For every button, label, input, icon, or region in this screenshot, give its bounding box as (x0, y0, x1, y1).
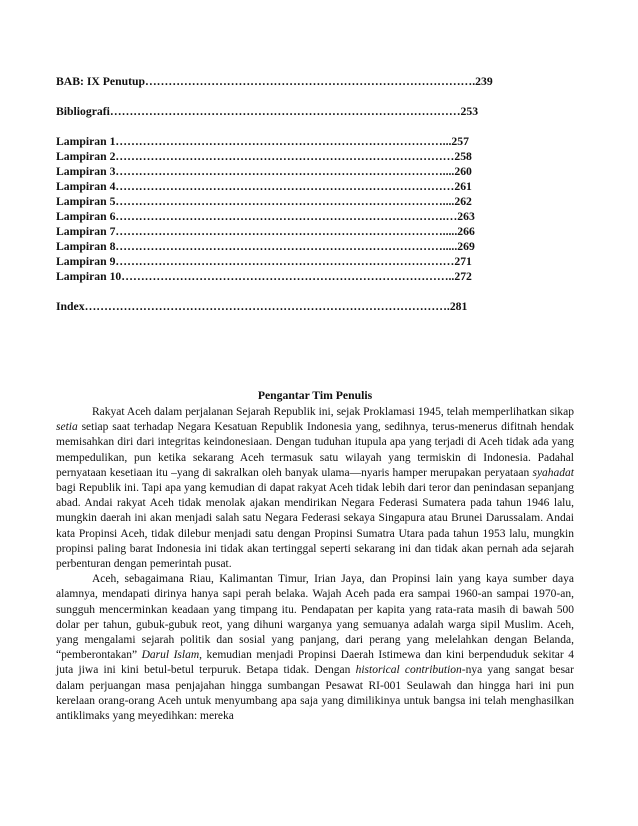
section-title: Pengantar Tim Penulis (257, 389, 373, 402)
italic-term: Darul Islam (141, 649, 200, 662)
toc-entry-lampiran-9: Lampiran 9……………………………………………………………………………271 (56, 255, 472, 268)
toc-entry-lampiran-5: Lampiran 5…………………………………………………………………………....262 (56, 195, 472, 208)
text-run: -nya yang sangat besar dalam perjuangan masa penjajahan hingga sumbangan Pesawat RI-001 Seulawah dan hingga hari ini pun kerelaan orang-orang Aceh untuk menyumbang apa saja yang dimilikinya untuk bangsa ini telah menghasilkan antiklimaks yang meyedihkan: mereka (56, 664, 574, 723)
table-of-contents (56, 74, 576, 314)
toc-entry-lampiran-4: Lampiran 4……………………………………………………………………………261 (56, 180, 472, 193)
toc-entry-lampiran-8: Lampiran 8………………………………………………………………………….....269 (56, 240, 475, 253)
text-run: Rakyat Aceh dalam perjalanan Sejarah Republik ini, sejak Proklamasi 1945, telah memperlihatkan sikap (92, 406, 574, 418)
text-run: bagi Republik ini. Tapi apa yang kemudian di dapat rakyat Aceh tidak lebih dari teror dan penindasan sepanjang abad. Andai rakyat Aceh tidak menolak ajakan mendirikan Negara Federasi Sumatera pada tahun 1946 lalu, mungkin daerah ini akan menjadi salah satu Negara Federasi sekaya Singapura atau Brunei Darussalam. Andai kata Propinsi Aceh, tidak dilebur menjadi satu dengan Propinsi Sumatra Utara pada tahun 1953 lalu, mungkin propinsi paling barat Indonesia ini tidak akan tertinggal seperti sekarang ini dan tidak akan pernah ada sejarah perbenturan dengan pemerintah pusat. (56, 482, 574, 571)
toc-entry-lampiran-7: Lampiran 7………………………………………………………………………….....266 (56, 225, 475, 238)
toc-entry-bibliografi: Bibliografi………………………………………………………………………………253 (56, 105, 479, 118)
toc-entry-index: Index………………………………………………………………………………….281 (56, 300, 468, 313)
toc-entry-lampiran-2: Lampiran 2……………………………………………………………………………258 (56, 150, 472, 163)
text-run: Aceh, sebagaimana Riau, Kalimantan Timur, Irian Jaya, dan Propinsi lain yang kaya sumber daya alamnya, mendapati dirinya hanya sapi perah belaka. Wajah Aceh pada era sampai 1960-an sampai 1970-an, sungguh mencerminkan keadaan yang timpang itu. Pendapatan per kapita yang rata-rata masih di bawah 500 dolar per tahun, gubuk-gubuk reot, yang dihuni warganya yang semuanya adalah warga sipil Muslim. Aceh, yang mengalami sejarah politik dan sosial yang panjang, dari perang yang melelahkan dengan Belanda, “pemberontakan” (56, 573, 574, 662)
toc-entry-bab-ix: BAB: IX Penutup………………………………………………………………………….239 (56, 75, 493, 88)
text-run: setiap saat terhadap Negara Kesatuan Republik Indonesia yang, sedihnya, terus-menerus difitnah hendak memisahkan diri dari integritas keindonesiaan. Dengan tuduhan itupula apa yang terjadi di Aceh tidak ada yang mempedulikan, pun ketika sekarang Aceh termasuk satu wilayah yang termiskin di Indonesia. Padahal pernyataan kesetiaan itu –yang di sakralkan oleh banyak ulama—nyaris hamper merupakan peryataan (56, 421, 574, 479)
italic-term: setia (56, 421, 78, 434)
toc-entry-lampiran-1: Lampiran 1…………………………………………………………………………...257 (56, 135, 469, 148)
toc-entry-lampiran-6: Lampiran 6………………………………………………………………………….…263 (56, 210, 475, 223)
toc-entry-lampiran-10: Lampiran 10…………………………………………………………………………..272 (56, 270, 472, 283)
toc-entry-lampiran-3: Lampiran 3…………………………………………………………………………....260 (56, 165, 472, 178)
intro-section (56, 388, 574, 724)
paragraph-1 (56, 405, 574, 572)
italic-term: syahadat (532, 466, 574, 479)
italic-term: historical contribution (355, 664, 462, 677)
text-run: , kemudian menjadi Propinsi Daerah Istimewa dan kini berpenduduk sekitar 4 juta jiwa ini kini betul-betul terpuruk. Betapa tidak. Dengan (56, 649, 574, 677)
paragraph-2 (56, 572, 574, 724)
